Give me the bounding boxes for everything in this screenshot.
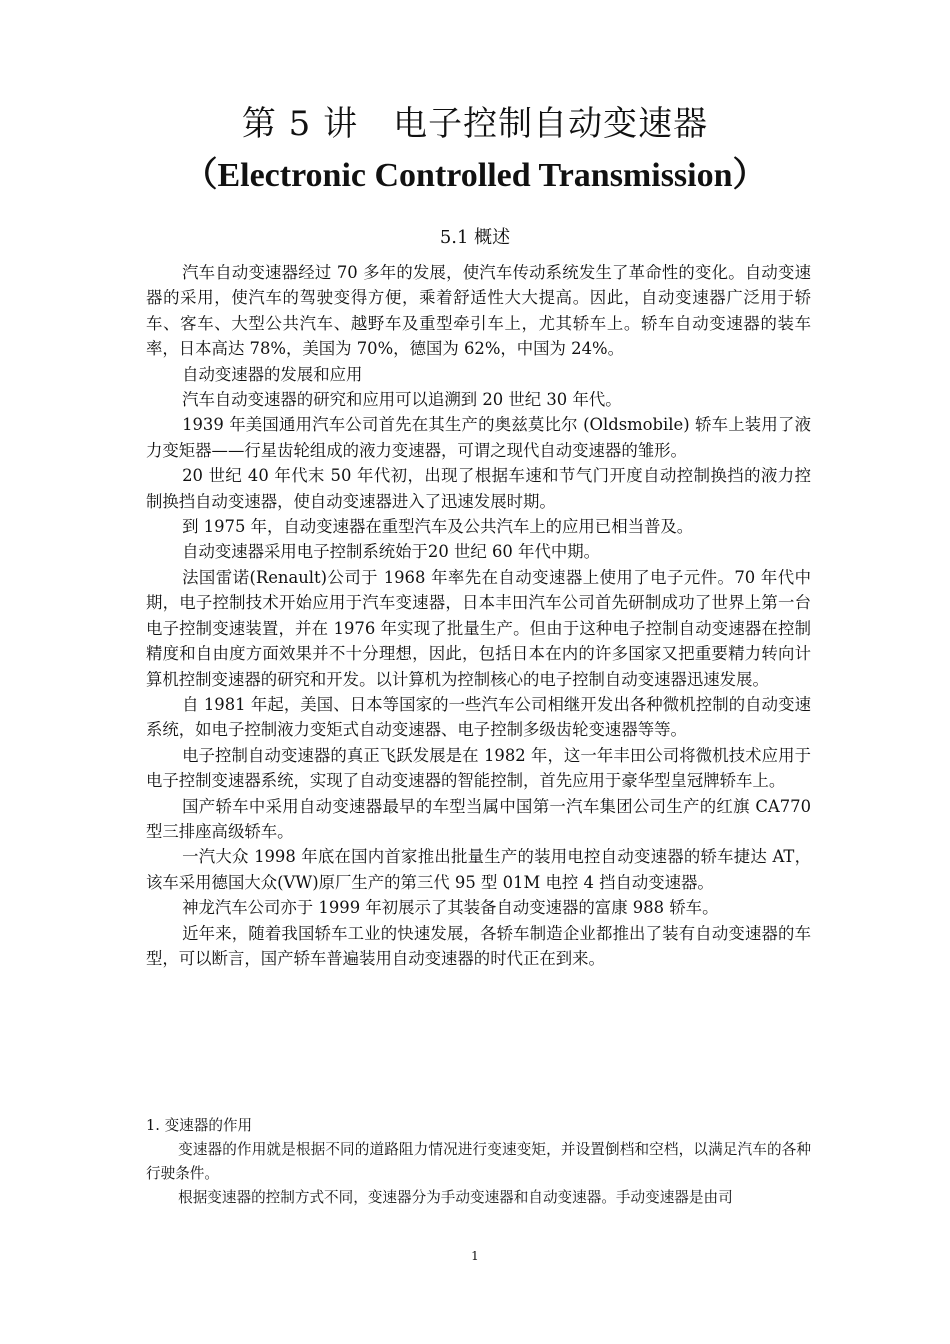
lecture-title: 第 5 讲 电子控制自动变速器 (241, 104, 709, 144)
paragraph: 神龙汽车公司亦于 1999 年初展示了其装备自动变速器的富康 988 轿车。 (182, 898, 719, 918)
paragraph: 近年来，随着我国轿车工业的快速发展，各轿车制造企业都推出了装有自动变速器的车型，可以断言，国产轿车普遍装用自动变速器的时代正在到来。 (146, 923, 811, 968)
paragraph: 电子控制自动变速器的真正飞跃发展是在 1982 年，这一年丰田公司将微机技术应用于电子控制变速器系统，实现了自动变速器的智能控制，首先应用于豪华型皇冠牌轿车上。 (146, 745, 811, 791)
subsection-heading: 1. 变速器的作用 (146, 1117, 253, 1134)
paragraph: 自动变速器的发展和应用 (182, 364, 363, 384)
paragraph: 20 世纪 40 年代末 50 年代初，出现了根据车速和节气门开度自动控制换挡的液力控制换挡自动变速器，使自动变速器进入了迅速发展时期。 (146, 466, 811, 511)
paragraph: 变速器的作用就是根据不同的道路阻力情况进行变速变矩，并设置倒档和空档，以满足汽车的各种行驶条件。 (146, 1141, 811, 1182)
paragraph: 汽车自动变速器的研究和应用可以追溯到 20 世纪 30 年代。 (182, 390, 622, 410)
subsection-text (146, 1114, 811, 1210)
paragraph: 到 1975 年，自动变速器在重型汽车及公共汽车上的应用已相当普及。 (182, 517, 694, 537)
paragraph: 汽车自动变速器经过 70 多年的发展，使汽车传动系统发生了革命性的变化。自动变速器的采用，使汽车的驾驶变得方便，乘着舒适性大大提高。因此，自动变速器广泛用于轿车、客车、大型公共汽车、越野车及重型牵引车上，尤其轿车上。轿车自动变速器的装车率，日本高达 78%，美国为 70%，德国为 62%，中国为 24%。 (146, 263, 811, 359)
paragraph: 根据变速器的控制方式不同，变速器分为手动变速器和自动变速器。手动变速器是由司 (178, 1189, 733, 1206)
paragraph: 1939 年美国通用汽车公司首先在其生产的奥兹莫比尔 (Oldsmobile) 轿车上装用了液力变矩器——行星齿轮组成的液力变速器，可谓之现代自动变速器的雏形。 (146, 415, 811, 460)
paragraph: 自动变速器采用电子控制系统始于20 世纪 60 年代中期。 (182, 542, 601, 562)
body-text (146, 260, 811, 971)
paragraph: 法国雷诺(Renault)公司于 1968 年率先在自动变速器上使用了电子元件。70 年代中期，电子控制技术开始应用于汽车变速器，日本丰田汽车公司首先研制成功了世界上第一台电子控制变速装置，并在 1976 年实现了批量生产。但由于这种电子控制自动变速器在控制精度和自由度方面效果并不十分理想，因此，包括日本在内的许多国家又把重要精力转向计算机控制变速器的研究和开发。以计算机为控制核心的电子控制自动变速器迅速发展。 (146, 567, 811, 689)
section-heading: 5.1 概述 (439, 227, 511, 248)
lecture-subtitle-english: （Electronic Controlled Transmission） (183, 157, 767, 194)
paragraph: 一汽大众 1998 年底在国内首家推出批量生产的装用电控自动变速器的轿车捷达 AT，该车采用德国大众(VW)原厂生产的第三代 95 型 01M 电控 4 挡自动变速器。 (146, 847, 811, 892)
paragraph: 自 1981 年起，美国、日本等国家的一些汽车公司相继开发出各种微机控制的自动变速系统，如电子控制液力变矩式自动变速器、电子控制多级齿轮变速器等等。 (146, 694, 811, 740)
page-number: 1 (471, 1249, 479, 1263)
paragraph: 国产轿车中采用自动变速器最早的车型当属中国第一汽车集团公司生产的红旗 CA770 型三排座高级轿车。 (146, 796, 811, 841)
